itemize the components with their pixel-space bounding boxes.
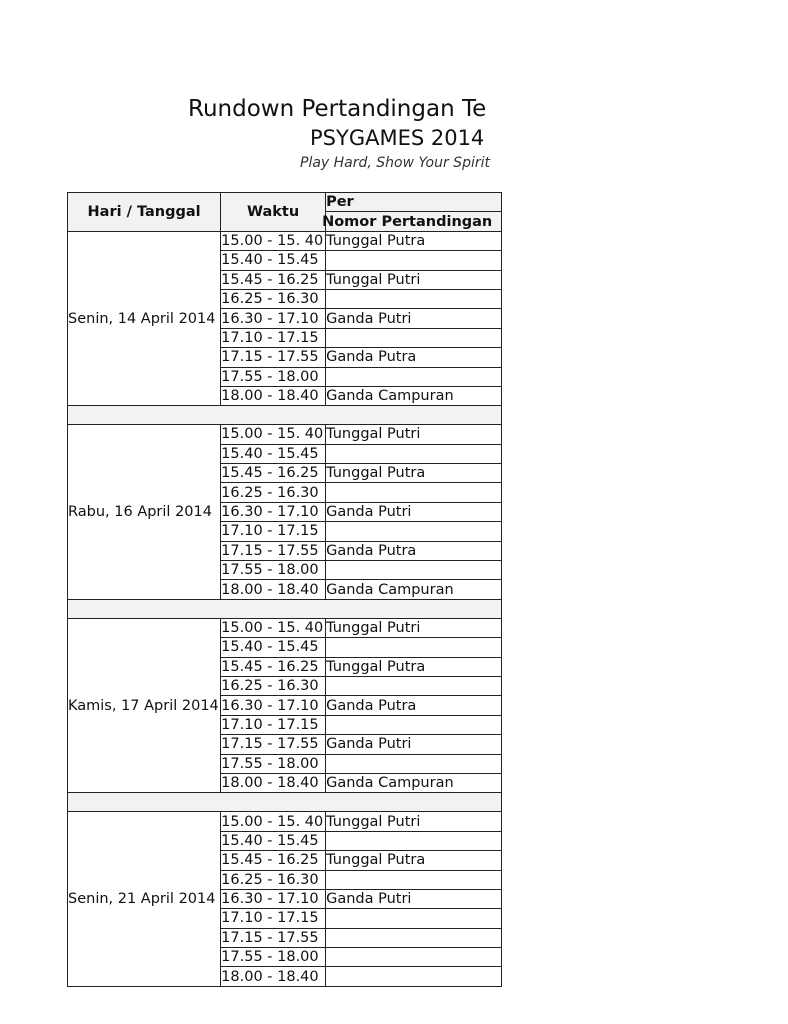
table-row <box>68 231 502 250</box>
time-cell: 17.55 - 18.00 <box>221 948 326 967</box>
event-cell <box>326 251 502 270</box>
header-day: Hari / Tanggal <box>68 193 221 232</box>
event-cell: Tunggal Putra <box>326 464 502 483</box>
time-cell: 15.45 - 16.25 <box>221 464 326 483</box>
time-cell: 15.45 - 16.25 <box>221 851 326 870</box>
time-cell: 16.30 - 17.10 <box>221 502 326 521</box>
header-time: Waktu <box>221 193 326 232</box>
event-cell: Tunggal Putri <box>326 270 502 289</box>
day-cell: Rabu, 16 April 2014 <box>68 425 221 600</box>
time-cell: 17.10 - 17.15 <box>221 909 326 928</box>
page-subtitle: PSYGAMES 2014 <box>310 126 485 150</box>
page-tagline: Play Hard, Show Your Spirit <box>300 155 490 171</box>
time-cell: 17.10 - 17.15 <box>221 715 326 734</box>
time-cell: 17.55 - 18.00 <box>221 561 326 580</box>
time-cell: 15.00 - 15. 40 <box>221 231 326 250</box>
time-cell: 18.00 - 18.40 <box>221 386 326 405</box>
event-cell: Ganda Putri <box>326 502 502 521</box>
table-row <box>68 812 502 831</box>
time-cell: 17.15 - 17.55 <box>221 735 326 754</box>
spacer-cell <box>68 406 502 425</box>
event-cell <box>326 638 502 657</box>
header-event: Nomor Pertandingan <box>326 212 502 231</box>
spacer-row <box>68 599 502 618</box>
event-cell <box>326 328 502 347</box>
time-cell: 15.40 - 15.45 <box>221 444 326 463</box>
time-cell: 17.15 - 17.55 <box>221 541 326 560</box>
event-cell: Ganda Putra <box>326 348 502 367</box>
event-cell: Tunggal Putra <box>326 657 502 676</box>
event-cell <box>326 522 502 541</box>
time-cell: 18.00 - 18.40 <box>221 580 326 599</box>
event-cell <box>326 483 502 502</box>
event-cell: Ganda Putri <box>326 735 502 754</box>
header-group: Per <box>326 193 502 212</box>
schedule-table <box>67 192 502 987</box>
event-cell: Ganda Putri <box>326 309 502 328</box>
table-row <box>68 425 502 444</box>
event-cell <box>326 289 502 308</box>
event-cell <box>326 715 502 734</box>
event-cell <box>326 928 502 947</box>
time-cell: 18.00 - 18.40 <box>221 773 326 792</box>
day-cell: Senin, 21 April 2014 <box>68 812 221 987</box>
event-cell <box>326 967 502 986</box>
event-cell: Tunggal Putri <box>326 425 502 444</box>
time-cell: 17.55 - 18.00 <box>221 367 326 386</box>
event-cell: Ganda Putra <box>326 541 502 560</box>
time-cell: 15.40 - 15.45 <box>221 638 326 657</box>
event-cell <box>326 444 502 463</box>
event-cell: Ganda Campuran <box>326 580 502 599</box>
time-cell: 16.25 - 16.30 <box>221 676 326 695</box>
page-title: Rundown Pertandingan Te <box>188 96 487 122</box>
time-cell: 15.00 - 15. 40 <box>221 425 326 444</box>
time-cell: 15.40 - 15.45 <box>221 251 326 270</box>
event-cell: Tunggal Putra <box>326 231 502 250</box>
time-cell: 17.10 - 17.15 <box>221 328 326 347</box>
time-cell: 16.30 - 17.10 <box>221 309 326 328</box>
time-cell: 15.45 - 16.25 <box>221 657 326 676</box>
spacer-cell <box>68 793 502 812</box>
time-cell: 16.30 - 17.10 <box>221 889 326 908</box>
day-cell: Kamis, 17 April 2014 <box>68 618 221 793</box>
table-row <box>68 618 502 637</box>
event-cell: Tunggal Putri <box>326 812 502 831</box>
event-cell <box>326 367 502 386</box>
time-cell: 16.25 - 16.30 <box>221 870 326 889</box>
time-cell: 16.25 - 16.30 <box>221 483 326 502</box>
time-cell: 17.10 - 17.15 <box>221 522 326 541</box>
time-cell: 16.25 - 16.30 <box>221 289 326 308</box>
time-cell: 15.45 - 16.25 <box>221 270 326 289</box>
time-cell: 18.00 - 18.40 <box>221 967 326 986</box>
time-cell: 17.15 - 17.55 <box>221 928 326 947</box>
schedule-body <box>68 231 502 986</box>
time-cell: 17.15 - 17.55 <box>221 348 326 367</box>
event-cell: Tunggal Putri <box>326 618 502 637</box>
event-cell <box>326 831 502 850</box>
spacer-cell <box>68 599 502 618</box>
event-cell <box>326 676 502 695</box>
event-cell: Ganda Putra <box>326 696 502 715</box>
spacer-row <box>68 406 502 425</box>
time-cell: 15.00 - 15. 40 <box>221 618 326 637</box>
event-cell <box>326 754 502 773</box>
time-cell: 15.40 - 15.45 <box>221 831 326 850</box>
event-cell <box>326 909 502 928</box>
event-cell <box>326 561 502 580</box>
event-cell: Ganda Putri <box>326 889 502 908</box>
event-cell <box>326 948 502 967</box>
event-cell: Ganda Campuran <box>326 773 502 792</box>
spacer-row <box>68 793 502 812</box>
event-cell <box>326 870 502 889</box>
time-cell: 16.30 - 17.10 <box>221 696 326 715</box>
day-cell: Senin, 14 April 2014 <box>68 231 221 406</box>
time-cell: 15.00 - 15. 40 <box>221 812 326 831</box>
event-cell: Ganda Campuran <box>326 386 502 405</box>
event-cell: Tunggal Putra <box>326 851 502 870</box>
time-cell: 17.55 - 18.00 <box>221 754 326 773</box>
